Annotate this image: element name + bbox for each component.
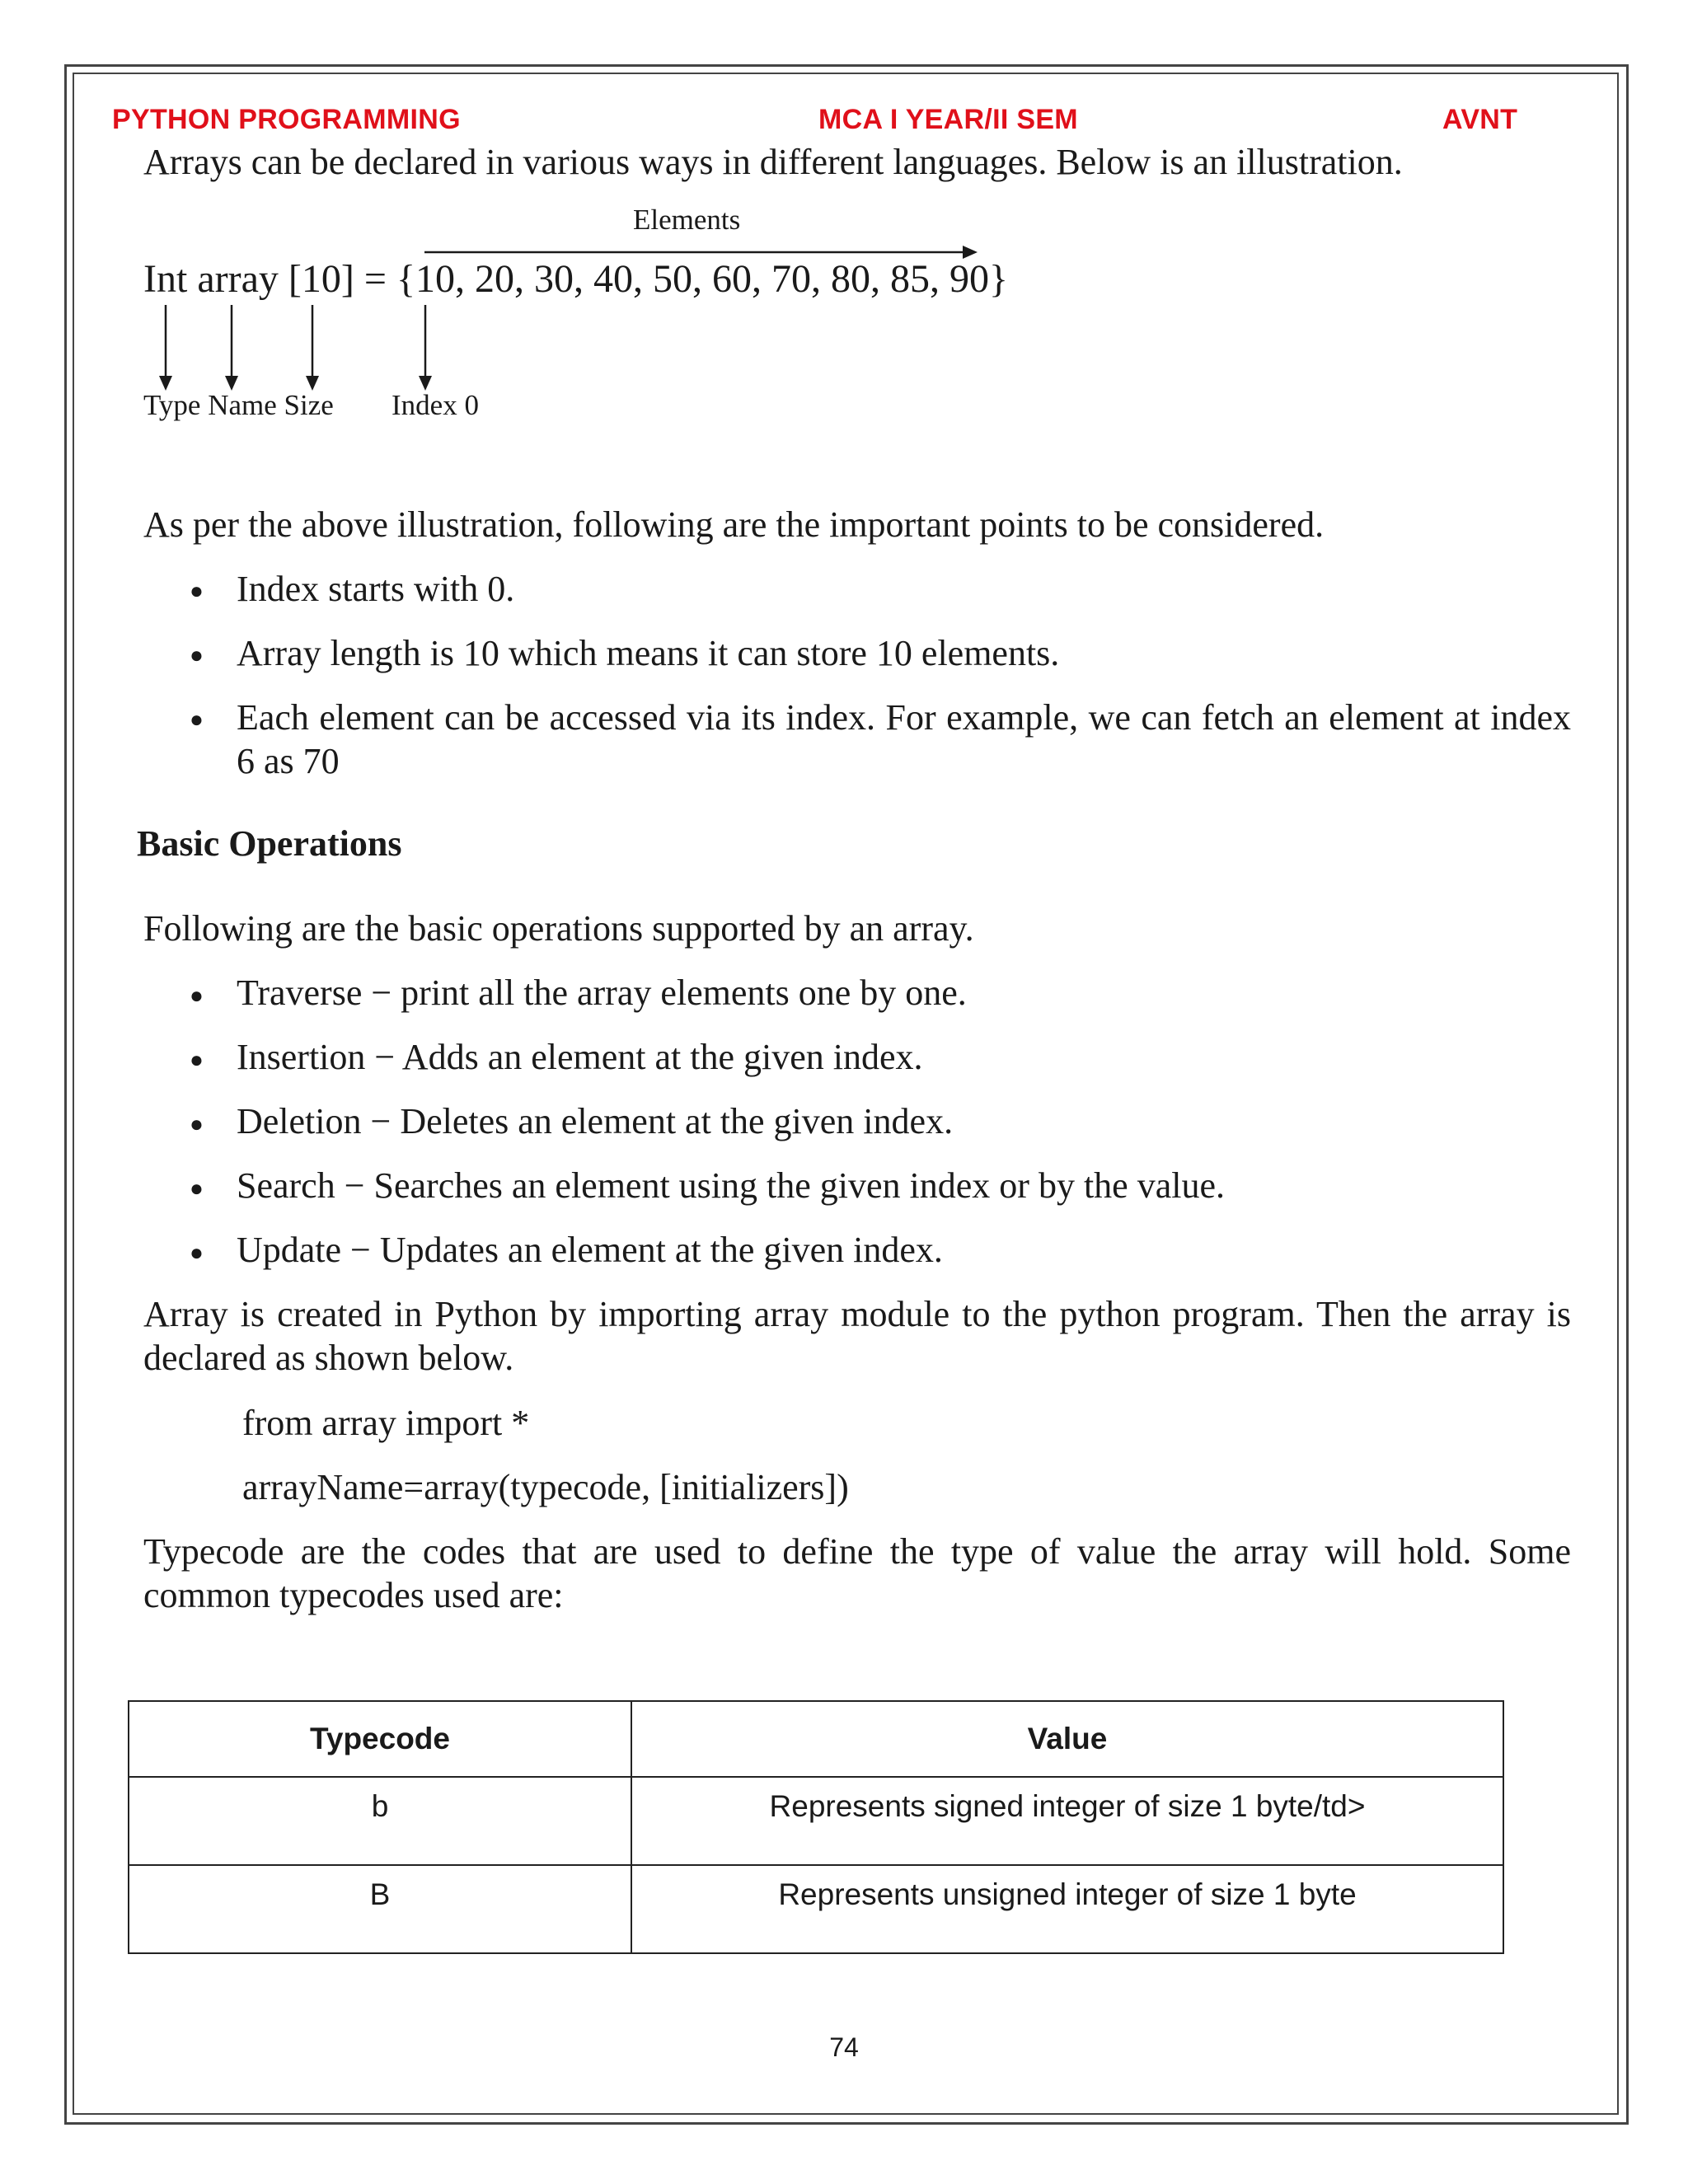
list-item: Index starts with 0. — [237, 569, 515, 609]
header-course-title: PYTHON PROGRAMMING — [112, 104, 461, 135]
bullet-icon: ● — [190, 1176, 204, 1202]
list-item: Array length is 10 which means it can store 10 elements. — [237, 633, 1060, 673]
table-header-row — [129, 1701, 1503, 1777]
bullet-icon: ● — [190, 579, 204, 604]
list-item: Traverse − print all the array elements one by one. — [237, 972, 967, 1013]
section-heading: Basic Operations — [137, 823, 402, 864]
bullet-icon: ● — [190, 1112, 204, 1137]
header-semester: MCA I YEAR/II SEM — [818, 104, 1078, 135]
elements-label: Elements — [633, 204, 741, 236]
code-line-declaration: arrayName=array(typecode, [initializers]) — [242, 1467, 849, 1507]
diagram-arrows — [0, 0, 1688, 429]
bullet-icon: ● — [190, 1047, 204, 1073]
intro-paragraph: Arrays can be declared in various ways in different languages. Below is an illustration. — [143, 142, 1403, 182]
operations-intro: Following are the basic operations supported by an array. — [143, 908, 974, 949]
type-arrow — [159, 305, 172, 391]
list-item: Update − Updates an element at the given index. — [237, 1230, 943, 1270]
typecode-table — [128, 1700, 1504, 1954]
header-author: AVNT — [1442, 104, 1518, 135]
bullet-icon: ● — [190, 707, 204, 733]
list-item: Deletion − Deletes an element at the given index. — [237, 1101, 954, 1141]
table-cell: B — [129, 1865, 631, 1953]
points-intro: As per the above illustration, following are the important points to be considered. — [143, 504, 1325, 545]
table-cell: b — [129, 1777, 631, 1865]
index-arrow — [419, 305, 432, 391]
list-item: Insertion − Adds an element at the given index. — [237, 1037, 923, 1077]
size-arrow — [306, 305, 319, 391]
array-declaration: Int array [10] = {10, 20, 30, 40, 50, 60, 70, 80, 85, 90} — [143, 257, 1009, 301]
bullet-icon: ● — [190, 983, 204, 1009]
table-cell: Represents unsigned integer of size 1 byte — [631, 1865, 1503, 1953]
table-header-typecode: Typecode — [129, 1701, 631, 1777]
bullet-icon: ● — [190, 643, 204, 668]
list-item: Each element can be accessed via its index. For example, we can fetch an element at index 6 as 70 — [237, 697, 1571, 781]
bullet-icon: ● — [190, 1240, 204, 1266]
table-header-value: Value — [631, 1701, 1503, 1777]
list-item: Search − Searches an element using the given index or by the value. — [237, 1165, 1225, 1206]
table-row — [129, 1777, 1503, 1865]
table-row — [129, 1865, 1503, 1953]
type-name-size-labels: Type Name Size — [143, 389, 334, 421]
table-cell: Represents signed integer of size 1 byte/td> — [631, 1777, 1503, 1865]
array-creation-paragraph: Array is created in Python by importing array module to the python program. Then the array is declared as shown below. — [143, 1294, 1571, 1378]
page-number: 74 — [829, 2032, 859, 2062]
name-arrow — [225, 305, 238, 391]
typecode-paragraph: Typecode are the codes that are used to define the type of value the array will hold. Some common typecodes used are: — [143, 1531, 1571, 1615]
index-label: Index 0 — [392, 389, 479, 421]
code-line-import: from array import * — [242, 1403, 530, 1443]
